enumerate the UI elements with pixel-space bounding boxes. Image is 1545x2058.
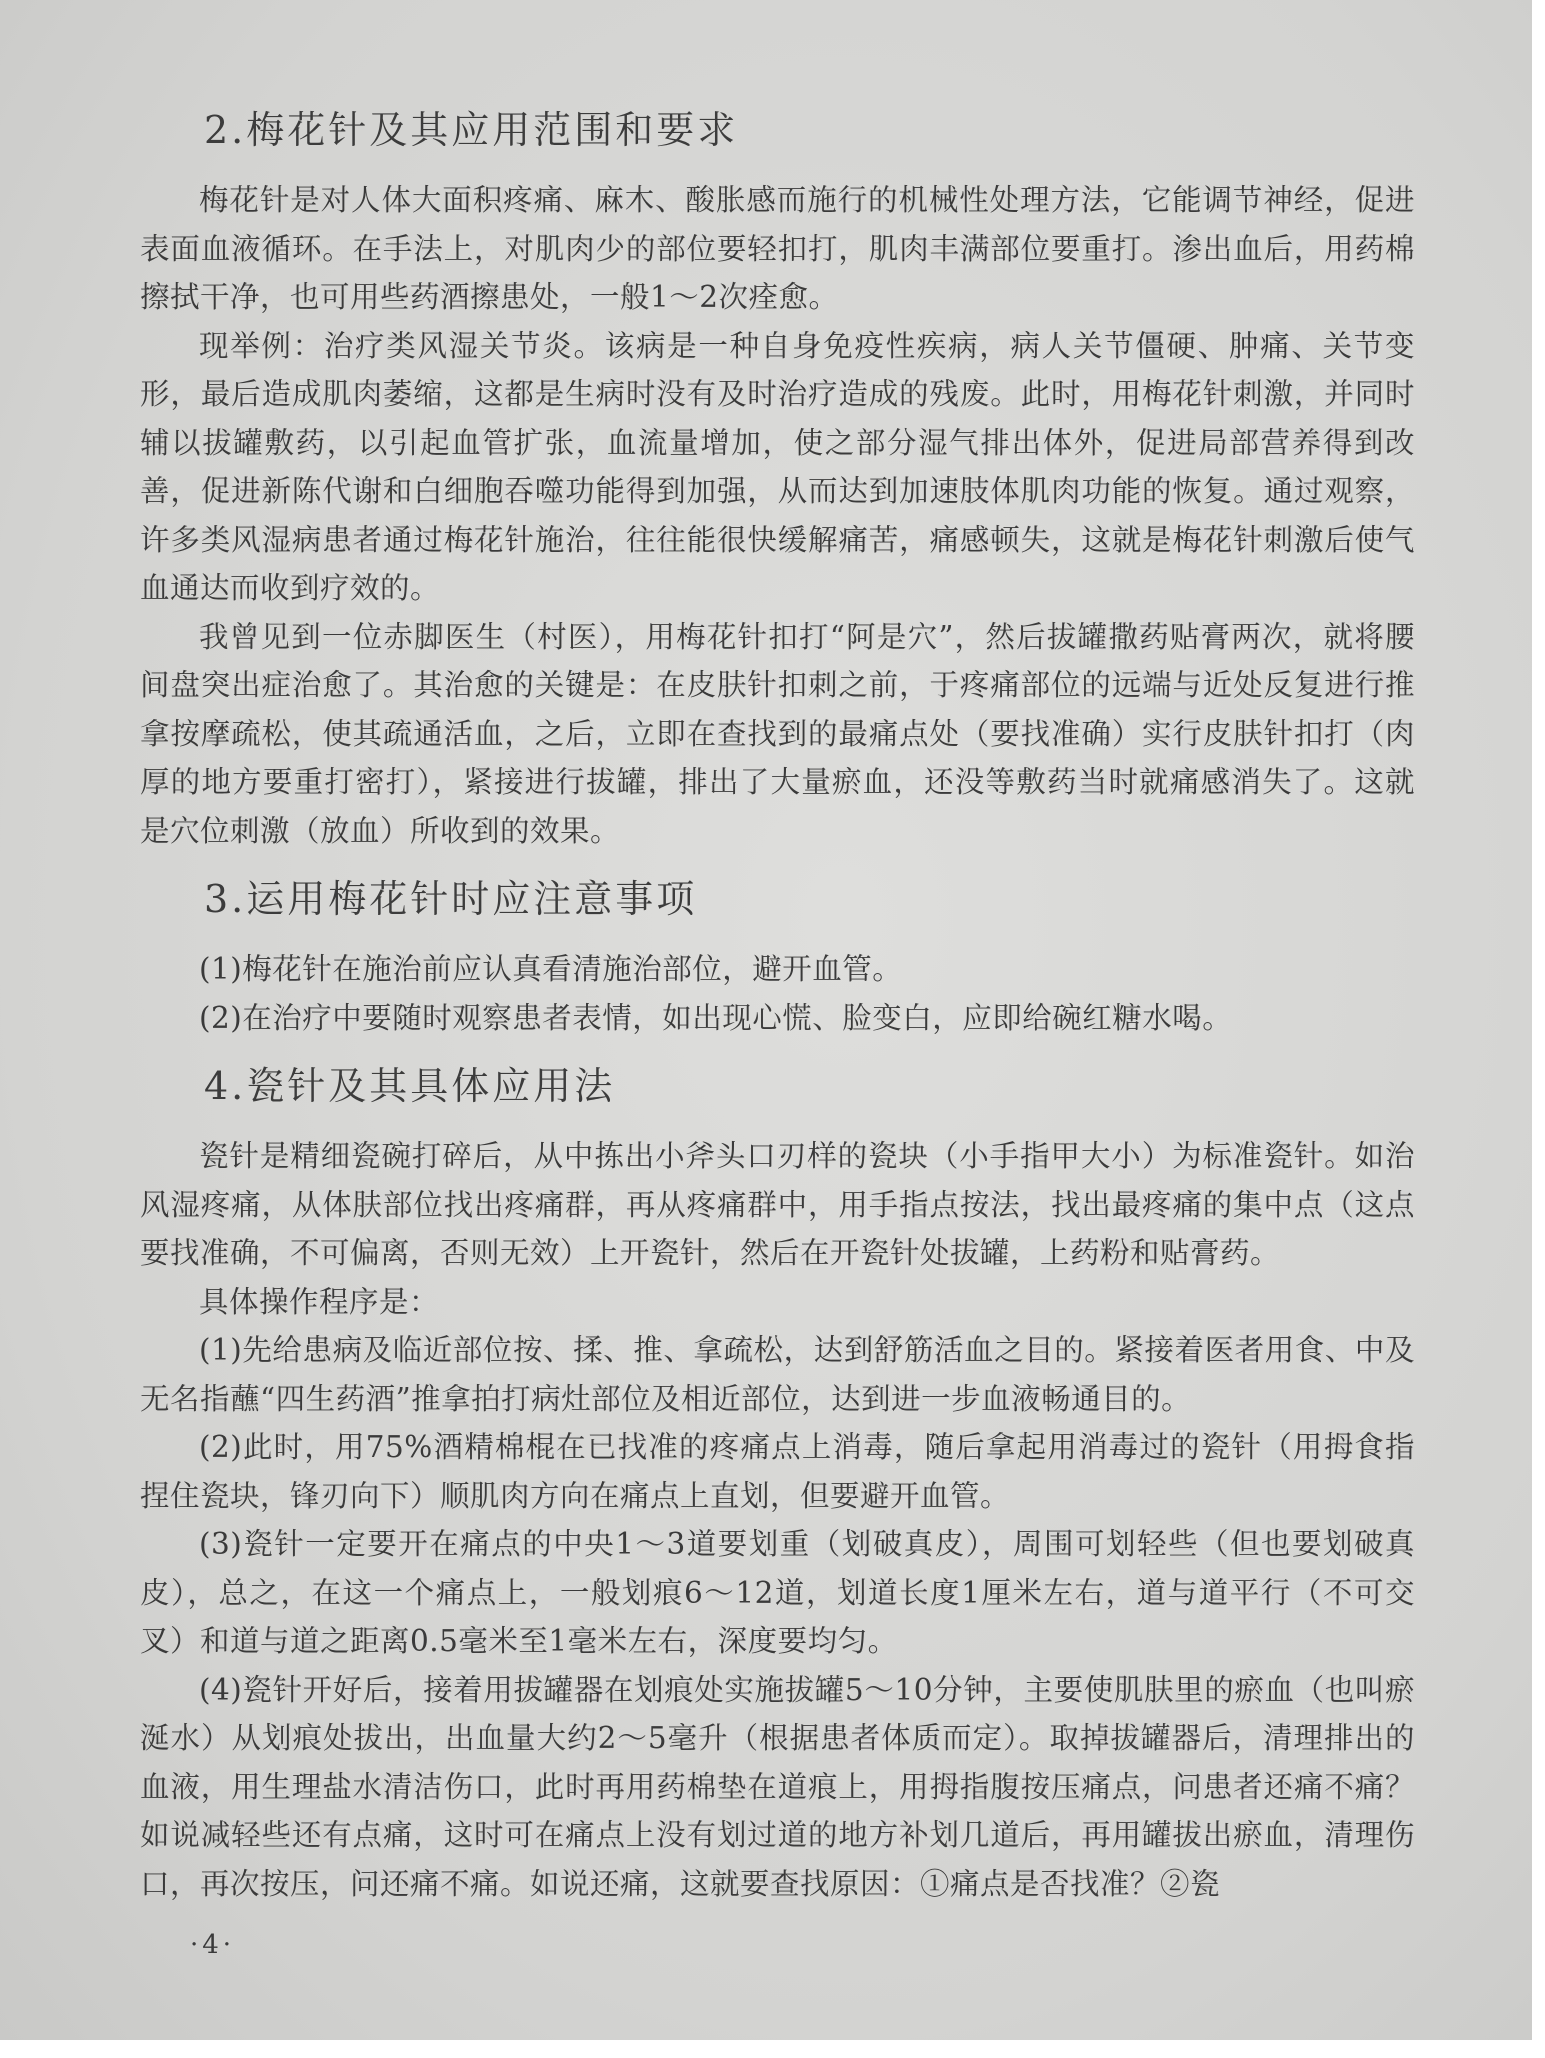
section-4-step-4: (4)瓷针开好后，接着用拔罐器在划痕处实施拔罐5～10分钟，主要使肌肤里的瘀血（也叫瘀涎水）从划痕处拔出，出血量大约2～5毫升（根据患者体质而定）。取掉拔罐器后，清理排出的血液，用生理盐水清洁伤口，此时再用药棉垫在道痕上，用拇指腹按压痛点，问患者还痛不痛？如说减轻些还有点痛，这时可在痛点上没有划过道的地方补划几道后，再用罐拔出瘀血，清理伤口，再次按压，问还痛不痛。如说还痛，这就要查找原因：①痛点是否找准？②瓷 xyxy=(140,1672,1415,1901)
section-4-step-1: (1)先给患病及临近部位按、揉、推、拿疏松，达到舒筋活血之目的。紧接着医者用食、中及无名指蘸“四生药酒”推拿拍打病灶部位及相近部位，达到进一步血液畅通目的。 xyxy=(140,1333,1415,1416)
page-number: ·4· xyxy=(190,1930,236,1960)
section-4-step-2: (2)此时，用75%酒精棉棍在已找准的疼痛点上消毒，随后拿起用消毒过的瓷针（用拇食指捏住瓷块，锋刃向下）顺肌肉方向在痛点上直划，但要避开血管。 xyxy=(140,1430,1415,1513)
section-2-paragraph-3: 我曾见到一位赤脚医生（村医），用梅花针扣打“阿是穴”，然后拔罐撒药贴膏两次，就将腰间盘突出症治愈了。其治愈的关键是：在皮肤针扣刺之前，于疼痛部位的远端与近处反复进行推拿按摩疏松，使其疏通活血，之后，立即在查找到的最痛点处（要找准确）实行皮肤针扣打（肉厚的地方要重打密打），紧接进行拔罐，排出了大量瘀血，还没等敷药当时就痛感消失了。这就是穴位刺激（放血）所收到的效果。 xyxy=(140,619,1415,848)
section-4-paragraph-1: 瓷针是精细瓷碗打碎后，从中拣出小斧头口刃样的瓷块（小手指甲大小）为标准瓷针。如治风湿疼痛，从体肤部位找出疼痛群，再从疼痛群中，用手指点按法，找出最疼痛的集中点（这点要找准确，不可偏离，否则无效）上开瓷针，然后在开瓷针处拔罐，上药粉和贴膏药。 xyxy=(140,1139,1415,1270)
section-3-item-2: (2)在治疗中要随时观察患者表情，如出现心慌、脸变白，应即给碗红糖水喝。 xyxy=(199,1000,1233,1035)
section-4-step-3: (3)瓷针一定要开在痛点的中央1～3道要划重（划破真皮），周围可划轻些（但也要划破真皮），总之，在这一个痛点上，一般划痕6～12道，划道长度1厘米左右，道与道平行（不可交叉）和道与道之距离0.5毫米至1毫米左右，深度要均匀。 xyxy=(140,1527,1415,1658)
section-heading-2: 2.梅花针及其应用范围和要求 xyxy=(204,108,739,152)
section-heading-4: 4.瓷针及其具体应用法 xyxy=(204,1064,616,1108)
section-2-paragraph-1: 梅花针是对人体大面积疼痛、麻木、酸胀感而施行的机械性处理方法，它能调节神经，促进表面血液循环。在手法上，对肌肉少的部位要轻扣打，肌肉丰满部位要重打。渗出血后，用药棉擦拭干净，也可用些药酒擦患处，一般1～2次痊愈。 xyxy=(140,183,1415,314)
section-3-item-1: (1)梅花针在施治前应认真看清施治部位，避开血管。 xyxy=(199,952,903,986)
section-heading-3: 3.运用梅花针时应注意事项 xyxy=(204,877,698,921)
section-2-paragraph-2: 现举例：治疗类风湿关节炎。该病是一种自身免疫性疾病，病人关节僵硬、肿痛、关节变形，最后造成肌肉萎缩，这都是生病时没有及时治疗造成的残废。此时，用梅花针刺激，并同时辅以拔罐敷药，以引起血管扩张，血流量增加，使之部分湿气排出体外，促进局部营养得到改善，促进新陈代谢和白细胞吞噬功能得到加强，从而达到加速肢体肌肉功能的恢复。通过观察，许多类风湿病患者通过梅花针施治，往往能很快缓解痛苦，痛感顿失，这就是梅花针刺激后使气血通达而收到疗效的。 xyxy=(140,328,1415,605)
page-right-margin xyxy=(1532,0,1545,2058)
section-4-procedure-intro: 具体操作程序是： xyxy=(199,1284,440,1319)
document-body xyxy=(140,100,1415,1908)
page-bottom-margin xyxy=(0,2040,1545,2058)
